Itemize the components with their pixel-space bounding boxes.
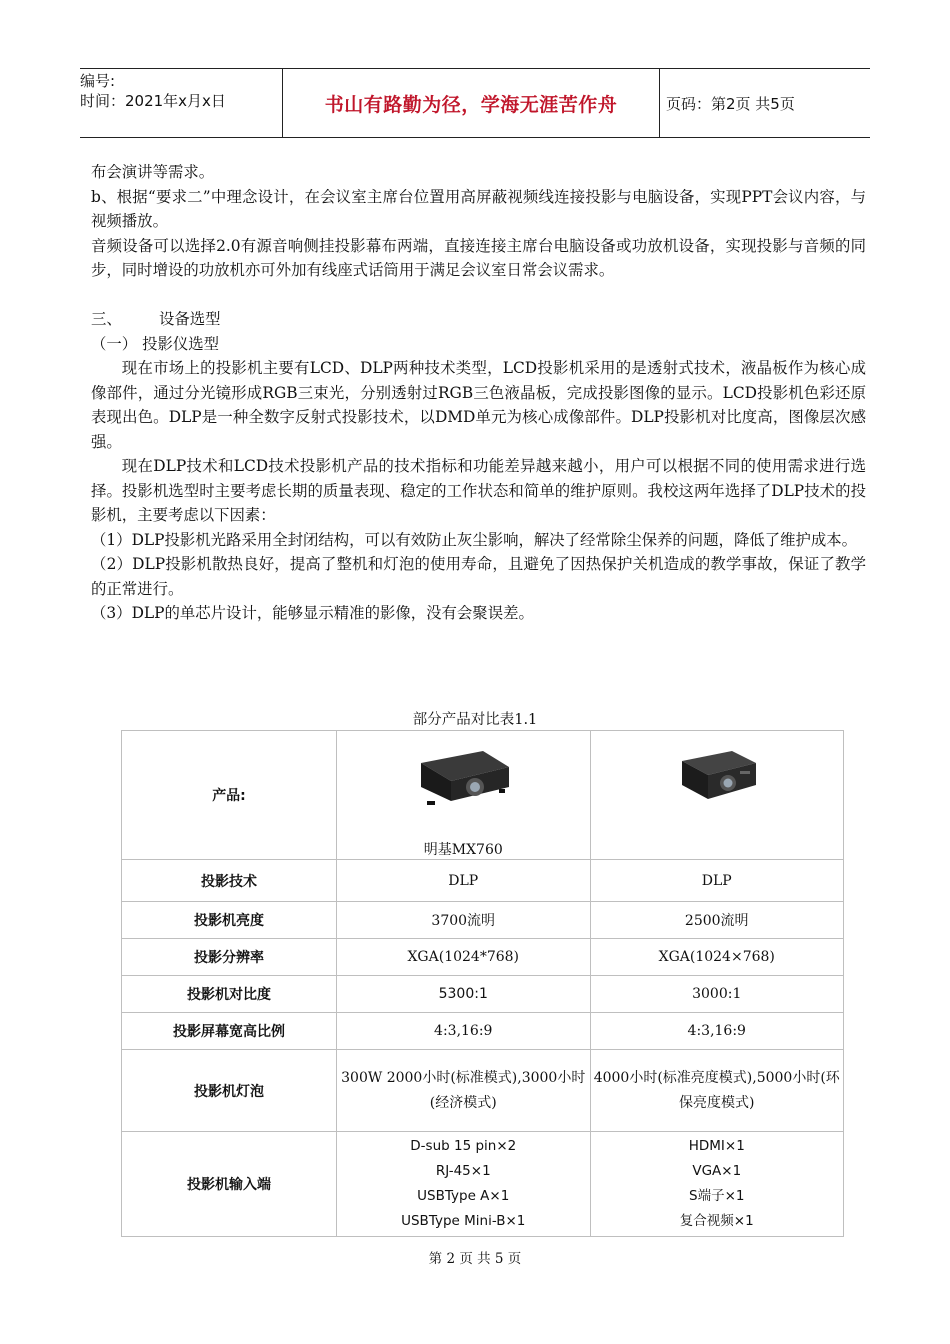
row-value: DLP (590, 860, 844, 902)
table-row (122, 731, 844, 860)
section-name: 设备选型 (159, 310, 221, 328)
row-label: 投影分辨率 (122, 939, 337, 976)
port-item: USBType Mini-B×1 (401, 1213, 526, 1229)
product-label: 产品: (122, 731, 337, 860)
projector-image (672, 743, 762, 813)
subsection-title: （一） 投影仪选型 (91, 334, 220, 353)
port-item: 复合视频×1 (679, 1213, 754, 1229)
table-row (122, 1050, 844, 1132)
page-label: 页码：第2页 共5页 (666, 94, 795, 113)
port-item: S端子×1 (689, 1188, 745, 1204)
list-item: （2）DLP投影机散热良好，提高了整机和灯泡的使用寿命，且避免了因热保护关机造成的教学事故，保证了教学的正常进行。 (91, 555, 866, 598)
row-value: 3000:1 (590, 976, 844, 1013)
product1-name: 明基MX760 (423, 842, 503, 858)
table-row (122, 860, 844, 902)
paragraph: 音频设备可以选择2.0有源音响侧挂投影幕布两端，直接连接主席台电脑设备或功放机设备，实现投影与音频的同步，同时增设的功放机亦可外加有线座式话筒用于满足会议室日常会议需求。 (91, 236, 866, 279)
port-item: USBType A×1 (417, 1188, 510, 1204)
row-value: 4000小时(标准亮度模式),5000小时(环保亮度模式) (590, 1050, 844, 1132)
header-motto-cell (283, 69, 660, 137)
paragraph: 现在市场上的投影机主要有LCD、DLP两种技术类型，LCD投影机采用的是透射式技术，液晶板作为核心成像部件，通过分光镜形成RGB三束光，分别透射过RGB三色液晶板，完成投影图像的显示。LCD投影机色彩还原表现出色。DLP是一种全数字反射式投影技术，以DMD单元为核心成像部件。DLP投影机对比度高，图像层次感强。 (91, 359, 866, 451)
port-item: RJ-45×1 (435, 1163, 491, 1179)
row-label: 投影机灯泡 (122, 1050, 337, 1132)
table-row (122, 902, 844, 939)
product2-cell (590, 731, 844, 860)
page-header (80, 68, 870, 138)
row-value: 5300:1 (337, 976, 591, 1013)
row-label: 投影机亮度 (122, 902, 337, 939)
row-value: XGA(1024*768) (337, 939, 591, 976)
row-label: 投影机对比度 (122, 976, 337, 1013)
paragraph: 现在DLP技术和LCD技术投影机产品的技术指标和功能差异越来越小，用户可以根据不同的使用需求进行选择。投影机选型时主要考虑长期的质量表现、稳定的工作状态和简单的维护原则。我校这两年选择了DLP技术的投影机，主要考虑以下因素： (91, 457, 866, 524)
table-row (122, 1132, 844, 1237)
motto: 书山有路勤为径，学海无涯苦作舟 (324, 93, 618, 116)
list-item: （3）DLP的单芯片设计，能够显示精准的影像，没有会聚误差。 (91, 604, 534, 622)
header-meta (80, 69, 283, 137)
row-label: 投影屏幕宽高比例 (122, 1013, 337, 1050)
body-text (91, 160, 866, 626)
row-label: 投影技术 (122, 860, 337, 902)
header-page-cell (660, 69, 870, 137)
row-label: 投影机输入端 (122, 1132, 337, 1237)
section-title (91, 307, 866, 332)
product1-cell (337, 731, 591, 860)
ports-list (337, 1132, 591, 1237)
row-value: XGA(1024×768) (590, 939, 844, 976)
row-value: 300W 2000小时(标准模式),3000小时(经济模式) (337, 1050, 591, 1132)
paragraph: 布会演讲等需求。 (91, 163, 215, 181)
table-row (122, 976, 844, 1013)
number-label: 编号: (80, 72, 116, 90)
port-item: D-sub 15 pin×2 (410, 1138, 517, 1154)
projector-image (413, 741, 513, 817)
time-label: 时间：2021年x月x日 (80, 92, 226, 110)
table-caption: 部分产品对比表1.1 (412, 712, 538, 728)
row-value: 4:3,16:9 (590, 1013, 844, 1050)
table-row (122, 939, 844, 976)
section-number: 三、 (91, 310, 122, 328)
port-item: VGA×1 (692, 1163, 742, 1179)
row-value: 3700流明 (337, 902, 591, 939)
page-footer: 第 2 页 共 5 页 (428, 1251, 522, 1267)
paragraph: b、根据“要求二”中理念设计，在会议室主席台位置用高屏蔽视频线连接投影与电脑设备，实现PPT会议内容，与视频播放。 (91, 187, 866, 230)
product-comparison-table (121, 730, 844, 1237)
ports-list (590, 1132, 844, 1237)
row-value: 2500流明 (590, 902, 844, 939)
list-item: （1）DLP投影机光路采用全封闭结构，可以有效防止灰尘影响，解决了经常除尘保养的问题，降低了维护成本。 (91, 530, 858, 549)
row-value: DLP (337, 860, 591, 902)
row-value: 4:3,16:9 (337, 1013, 591, 1050)
port-item: HDMI×1 (688, 1138, 745, 1154)
table-row (122, 1013, 844, 1050)
